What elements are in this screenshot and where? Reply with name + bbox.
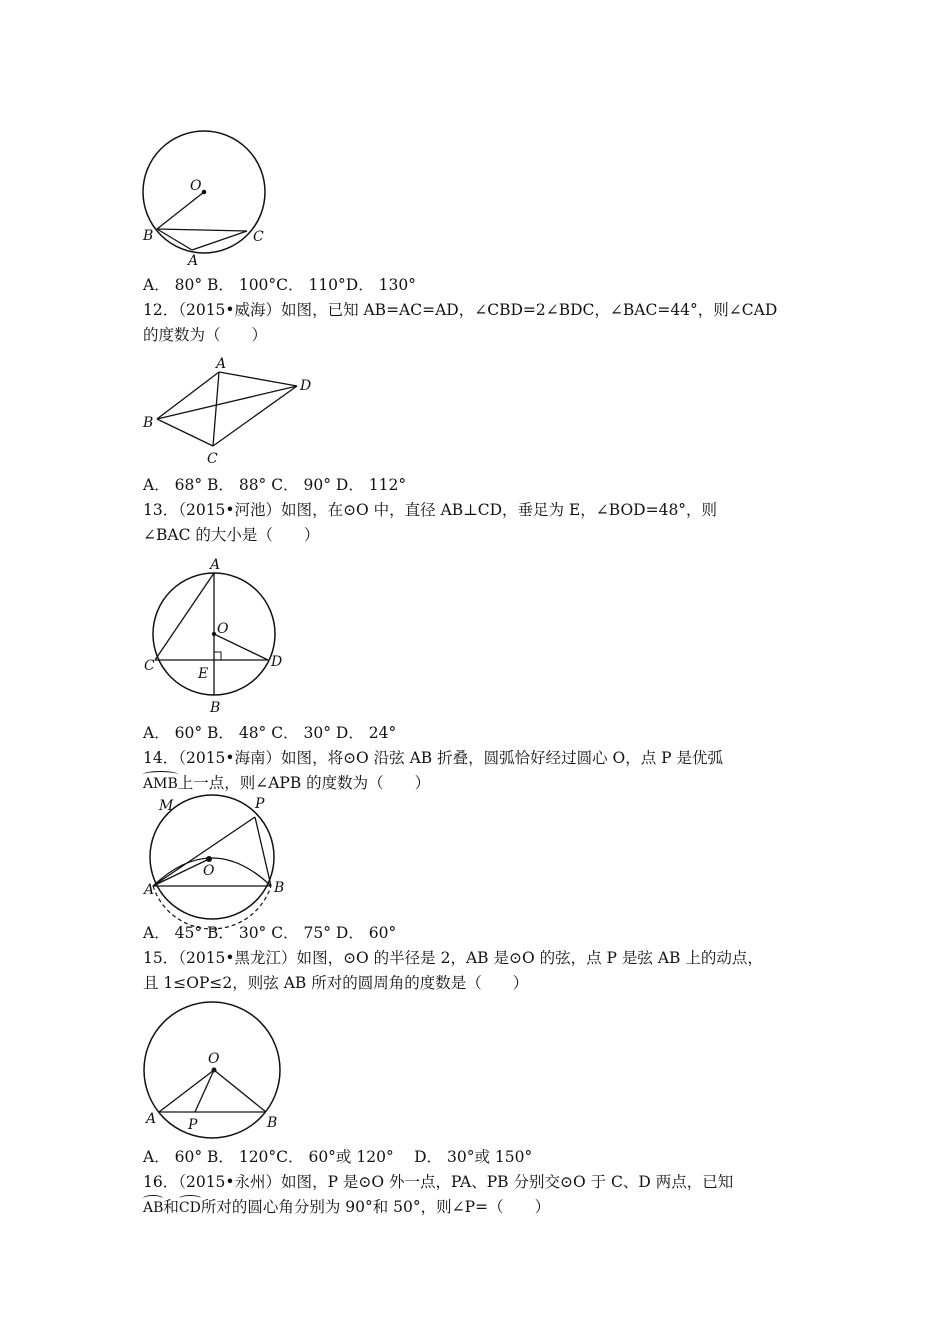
- q13-label-b: B: [210, 700, 221, 716]
- q14-label-o: O: [203, 863, 215, 879]
- q13-label-a: A: [210, 557, 221, 573]
- q14-question-line1: 14．（2015•海南）如图，将⊙O 沿弦 AB 折叠，圆弧恰好经过圆心 O，点 P 是优弧: [143, 749, 724, 767]
- q13-figure: [135, 552, 295, 717]
- q11-figure: [135, 128, 275, 268]
- q13-label-e: E: [198, 666, 209, 682]
- q13-question-line2: ∠BAC 的大小是（ ）: [143, 526, 320, 544]
- q15-label-p: P: [188, 1117, 198, 1133]
- q12-figure: [135, 352, 325, 467]
- q15-options: A． 60° B． 120°C． 60°或 120° D． 30°或 150°: [143, 1148, 533, 1166]
- q16-question-line2: [143, 1197, 550, 1218]
- q15-question-line1: 15．（2015•黑龙江）如图，⊙O 的半径是 2，AB 是⊙O 的弦，点 P 是弦 AB 上的动点，: [143, 949, 763, 967]
- q13-options: A． 60° B． 48° C． 30° D． 24°: [143, 724, 397, 742]
- q14-label-p: P: [255, 796, 265, 812]
- q16-arc-cd: CD: [178, 1200, 201, 1216]
- q11-options: A． 80° B． 100°C． 110°D． 130°: [143, 276, 416, 294]
- q11-label-o: O: [190, 178, 202, 194]
- q12-label-b: B: [143, 415, 154, 431]
- q13-question-line1: 13．（2015•河池）如图，在⊙O 中，直径 AB⊥CD，垂足为 E，∠BOD=48°，则: [143, 501, 718, 519]
- q16-arc-ab: AB: [143, 1200, 164, 1216]
- q12-label-c: C: [207, 451, 218, 467]
- q16-mid: 和: [163, 1198, 179, 1216]
- q12-question-line1: 12．（2015•威海）如图，已知 AB=AC=AD，∠CBD=2∠BDC，∠BAC=44°，则∠CAD: [143, 301, 778, 319]
- q11-label-a: A: [188, 253, 199, 269]
- q15-label-o: O: [208, 1051, 220, 1067]
- q14-label-m: M: [159, 798, 174, 814]
- q14-line2-rest: 上一点，则∠APB 的度数为（ ）: [177, 774, 431, 792]
- q16-line2-rest: 所对的圆心角分别为 90°和 50°，则∠P=（ ）: [200, 1198, 551, 1216]
- q12-question-line2: 的度数为（ ）: [143, 326, 268, 344]
- q12-label-a: A: [216, 356, 227, 372]
- q16-question-line1: 16．（2015•永州）如图，P 是⊙O 外一点，PA、PB 分别交⊙O 于 C、D 两点，已知: [143, 1173, 734, 1191]
- q12-options: A． 68° B． 88° C． 90° D． 112°: [143, 476, 407, 494]
- q15-figure: [135, 998, 295, 1138]
- q14-figure: [135, 795, 295, 925]
- q11-label-c: C: [253, 229, 264, 245]
- q14-options: A． 45° B． 30° C． 75° D． 60°: [143, 924, 397, 942]
- q13-label-d: D: [271, 654, 283, 670]
- q14-arc-amb: AMB: [143, 776, 178, 792]
- q15-question-line2: 且 1≤OP≤2，则弦 AB 所对的圆周角的度数是（ ）: [143, 974, 529, 992]
- q13-label-c: C: [144, 658, 155, 674]
- q15-label-b: B: [267, 1115, 278, 1131]
- q14-label-b: B: [274, 880, 285, 896]
- q12-label-d: D: [300, 378, 312, 394]
- q14-question-line2: [143, 773, 430, 794]
- q15-label-a: A: [146, 1111, 157, 1127]
- q11-label-b: B: [143, 228, 154, 244]
- q13-label-o: O: [217, 621, 229, 637]
- q14-label-a: A: [144, 882, 155, 898]
